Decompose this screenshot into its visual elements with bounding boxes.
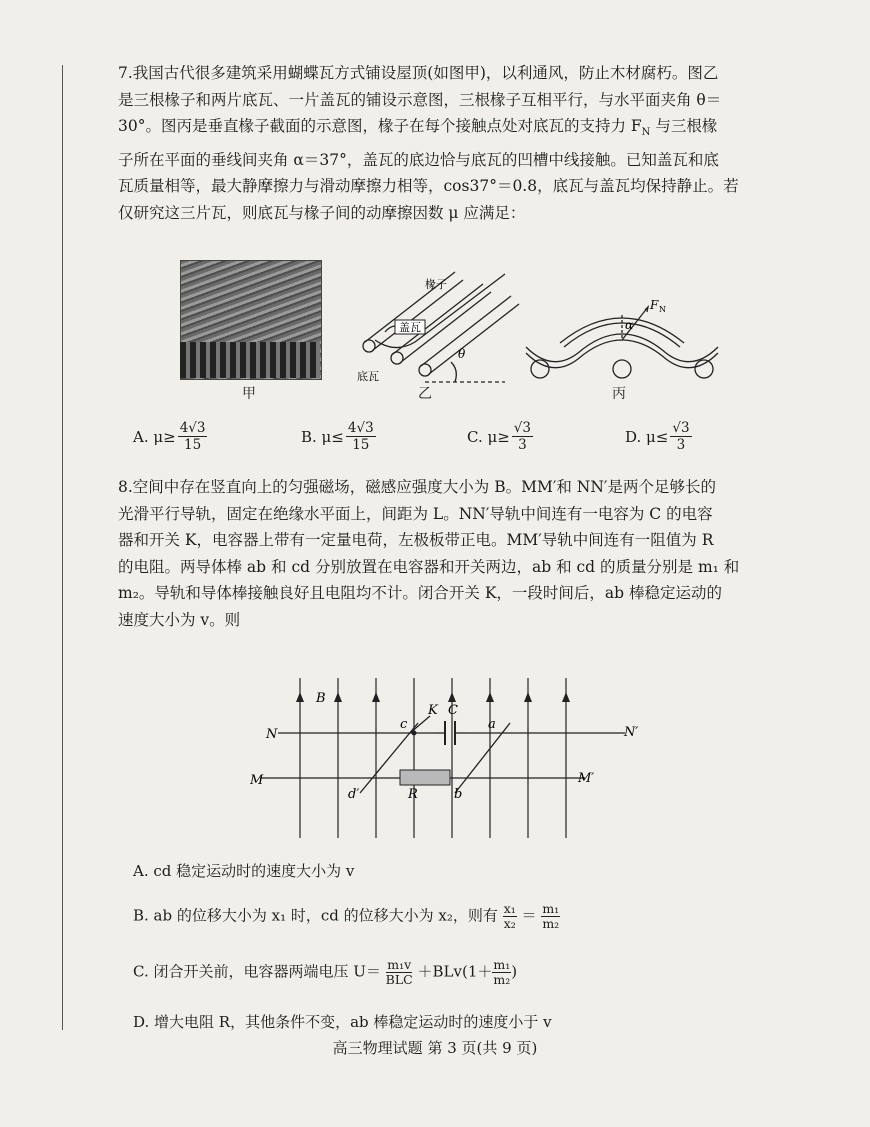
figure-bing-caption: 丙: [612, 386, 626, 402]
binding-margin-line: [62, 65, 63, 1030]
svg-text:底瓦: 底瓦: [357, 370, 379, 383]
q7-line-3: 30°。图丙是垂直椽子截面的示意图，椽子在每个接触点处对底瓦的支持力 $F_N$ 与三根椽: [118, 117, 718, 139]
figure-yi-diagram: [355, 262, 525, 402]
svg-text:a: a: [488, 717, 496, 732]
q7-line-4: 子所在平面的垂线间夹角 α＝37°，盖瓦的底边恰与底瓦的凹槽中线接触。已知盖瓦和底: [118, 150, 719, 169]
q7-line-6: 仅研究这三片瓦，则底瓦与椽子间的动摩擦因数 μ 应满足：: [118, 203, 526, 222]
q8-option-a[interactable]: A. cd 稳定运动时的速度大小为 v: [133, 862, 355, 880]
svg-text:d′: d′: [348, 787, 360, 802]
figure-yi-caption: 乙: [418, 386, 432, 402]
svg-text:R: R: [408, 787, 418, 802]
q8-line-3: 器和开关 K，电容器上带有一定量电荷，左极板带正电。MM′导轨中间连有一阻值为 R: [118, 531, 714, 549]
q7-line-1: 7.我国古代很多建筑采用蝴蝶瓦方式铺设屋顶(如图甲)，以利通风，防止木材腐朽。图乙: [118, 64, 719, 82]
q8-option-b[interactable]: B. ab 的位移大小为 x₁ 时，cd 的位移大小为 x₂，则有 $\frac{\text{x₁}}{\text{x₂}}$ ＝ $\frac{\text{m₁}}{\text{m₂}}$: [133, 901, 560, 931]
figure-jia-caption: 甲: [242, 386, 256, 402]
svg-text:N′: N′: [624, 725, 639, 740]
q7-option-b[interactable]: B. μ≤ $\frac{4√3}{15}$: [301, 420, 374, 453]
svg-text:θ: θ: [458, 347, 466, 361]
q8-line-4: 的电阻。两导体棒 ab 和 cd 分别放置在电容器和开关两边，ab 和 cd 的质量分别是 m₁ 和: [118, 557, 740, 576]
q7-option-c[interactable]: C. μ≥ $\frac{√3}{3}$: [467, 420, 531, 453]
q7-options: [133, 420, 773, 466]
roof-eave-image: [180, 342, 320, 378]
question-7: [118, 60, 773, 226]
svg-text:N: N: [266, 727, 278, 742]
svg-text:c: c: [400, 717, 408, 732]
svg-text:N: N: [659, 305, 666, 314]
q8-line-1: 8.空间中存在竖直向上的匀强磁场，磁感应强度大小为 B。MM′和 NN′是两个足够长的: [118, 478, 716, 496]
svg-text:B: B: [316, 691, 326, 706]
svg-text:C: C: [448, 703, 458, 718]
page-footer: 高三物理试题 第 3 页(共 9 页): [332, 1039, 538, 1057]
svg-text:盖瓦: 盖瓦: [399, 321, 421, 334]
svg-text:K: K: [428, 703, 438, 718]
svg-text:椽子: 椽子: [425, 278, 447, 291]
figure-rails-diagram: [250, 678, 640, 843]
svg-text:b: b: [454, 787, 463, 802]
svg-text:F: F: [650, 298, 659, 312]
q8-line-2: 光滑平行导轨，固定在绝缘水平面上，间距为 L。NN′导轨中间连有一电容为 C 的电容: [118, 504, 713, 523]
svg-text:M: M: [250, 773, 264, 788]
q8-line-5: m₂。导轨和导体棒接触良好且电阻均不计。闭合开关 K，一段时间后，ab 棒稳定运动的: [118, 584, 723, 602]
q7-line-5: 瓦质量相等，最大静摩擦力与滑动摩擦力相等，cos37°＝0.8，底瓦与盖瓦均保持静止。若: [118, 177, 739, 196]
q7-option-d[interactable]: D. μ≤ $\frac{√3}{3}$: [625, 420, 690, 453]
q7-line-2: 是三根椽子和两片底瓦、一片盖瓦的铺设示意图，三根椽子互相平行，与水平面夹角 θ＝: [118, 90, 722, 109]
q8-option-d[interactable]: D. 增大电阻 R，其他条件不变，ab 棒稳定运动时的速度小于 v: [133, 1013, 552, 1031]
q8-line-6: 速度大小为 v。则: [118, 610, 241, 629]
question-8: [118, 474, 773, 633]
svg-text:M′: M′: [578, 771, 595, 786]
q7-option-a[interactable]: A. μ≥ $\frac{4√3}{15}$: [133, 420, 206, 453]
figure-bing-diagram: [522, 295, 722, 390]
q8-option-c[interactable]: C. 闭合开关前，电容器两端电压 U＝ m₁v BLC ＋BLv(1＋ $\frac{\text{m₁}}{\text{m₂}}$ ): [133, 957, 518, 987]
svg-text:α: α: [625, 318, 634, 332]
